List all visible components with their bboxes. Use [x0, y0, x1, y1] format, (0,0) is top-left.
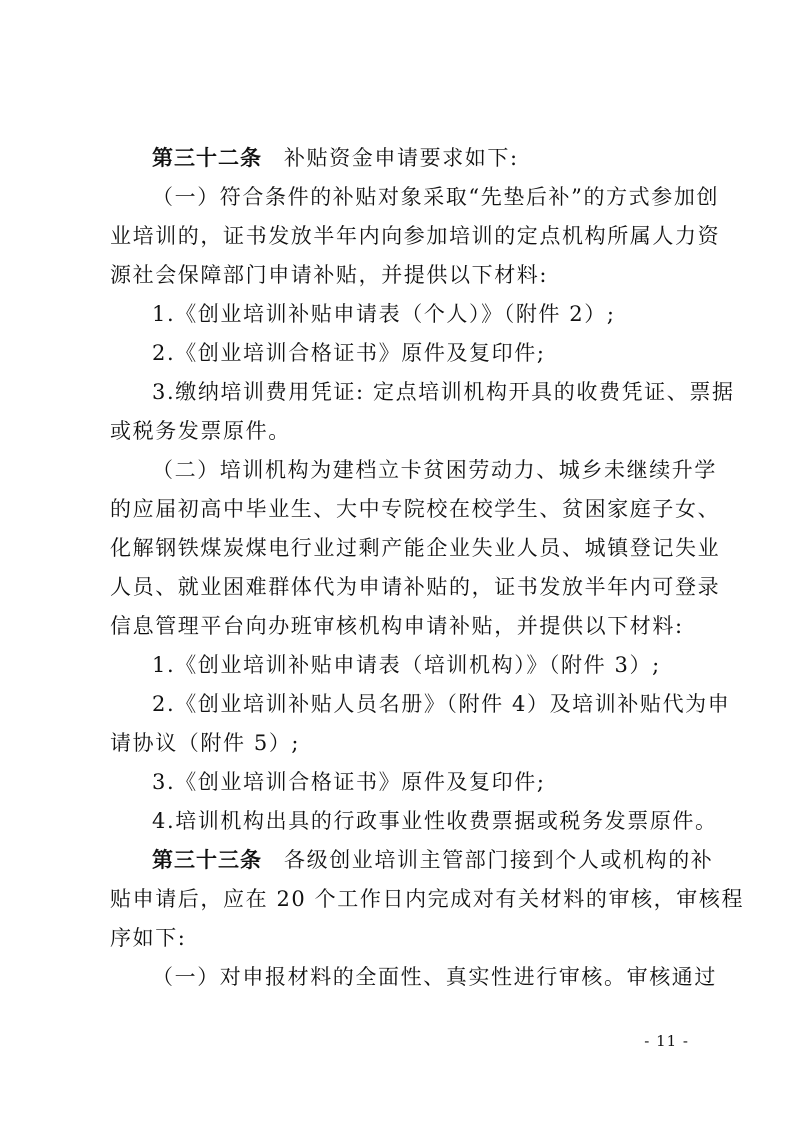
paragraph-line: 信息管理平台向办班审核机构申请补贴，并提供以下材料:: [110, 614, 684, 638]
list-item-continuation: 或税务发票原件。: [110, 419, 291, 443]
paragraph-line: 序如下:: [110, 926, 187, 950]
paragraph-line: （一）对申报材料的全面性、真实性进行审核。审核通过: [152, 965, 717, 989]
list-item: 1.《创业培训补贴申请表（培训机构）》（附件 3）;: [152, 653, 661, 677]
paragraph-line: 业培训的，证书发放半年内向参加培训的定点机构所属人力资: [110, 224, 721, 248]
article-number: 第三十三条: [152, 848, 262, 872]
paragraph-line: 的应届初高中毕业生、大中专院校在校学生、贫困家庭子女、: [110, 497, 721, 521]
list-item: 4.培训机构出具的行政事业性收费票据或税务发票原件。: [152, 809, 718, 833]
paragraph-line: 化解钢铁煤炭煤电行业过剩产能企业失业人员、城镇登记失业: [110, 536, 721, 560]
article-number: 第三十二条: [152, 146, 262, 170]
list-item: 3.《创业培训合格证书》原件及复印件;: [152, 770, 546, 794]
paragraph-line: 源社会保障部门申请补贴，并提供以下材料:: [110, 263, 549, 287]
paragraph-line: （一）符合条件的补贴对象采取“先垫后补”的方式参加创: [152, 185, 720, 209]
paragraph-line: 贴申请后，应在 20 个工作日内完成对有关材料的审核，审核程: [110, 887, 745, 911]
page-number: - 11 -: [644, 1032, 689, 1050]
paragraph-line: 人员、就业困难群体代为申请补贴的，证书发放半年内可登录: [110, 575, 721, 599]
list-item-continuation: 请协议（附件 5）;: [110, 731, 301, 755]
article-text: 各级创业培训主管部门接到个人或机构的补: [284, 848, 714, 872]
paragraph-line: （二）培训机构为建档立卡贫困劳动力、城乡未继续升学: [152, 458, 717, 482]
article-title: 补贴资金申请要求如下:: [284, 146, 519, 170]
list-item: 2.《创业培训合格证书》原件及复印件;: [152, 341, 546, 365]
list-item: 2.《创业培训补贴人员名册》（附件 4）及培训补贴代为申: [152, 692, 731, 716]
list-item: 1.《创业培训补贴申请表（个人）》（附件 2）;: [152, 302, 616, 326]
article-32-heading: [152, 138, 690, 178]
article-33-heading: [152, 840, 714, 880]
list-item: 3.缴纳培训费用凭证: 定点培训机构开具的收费凭证、票据: [152, 380, 735, 404]
